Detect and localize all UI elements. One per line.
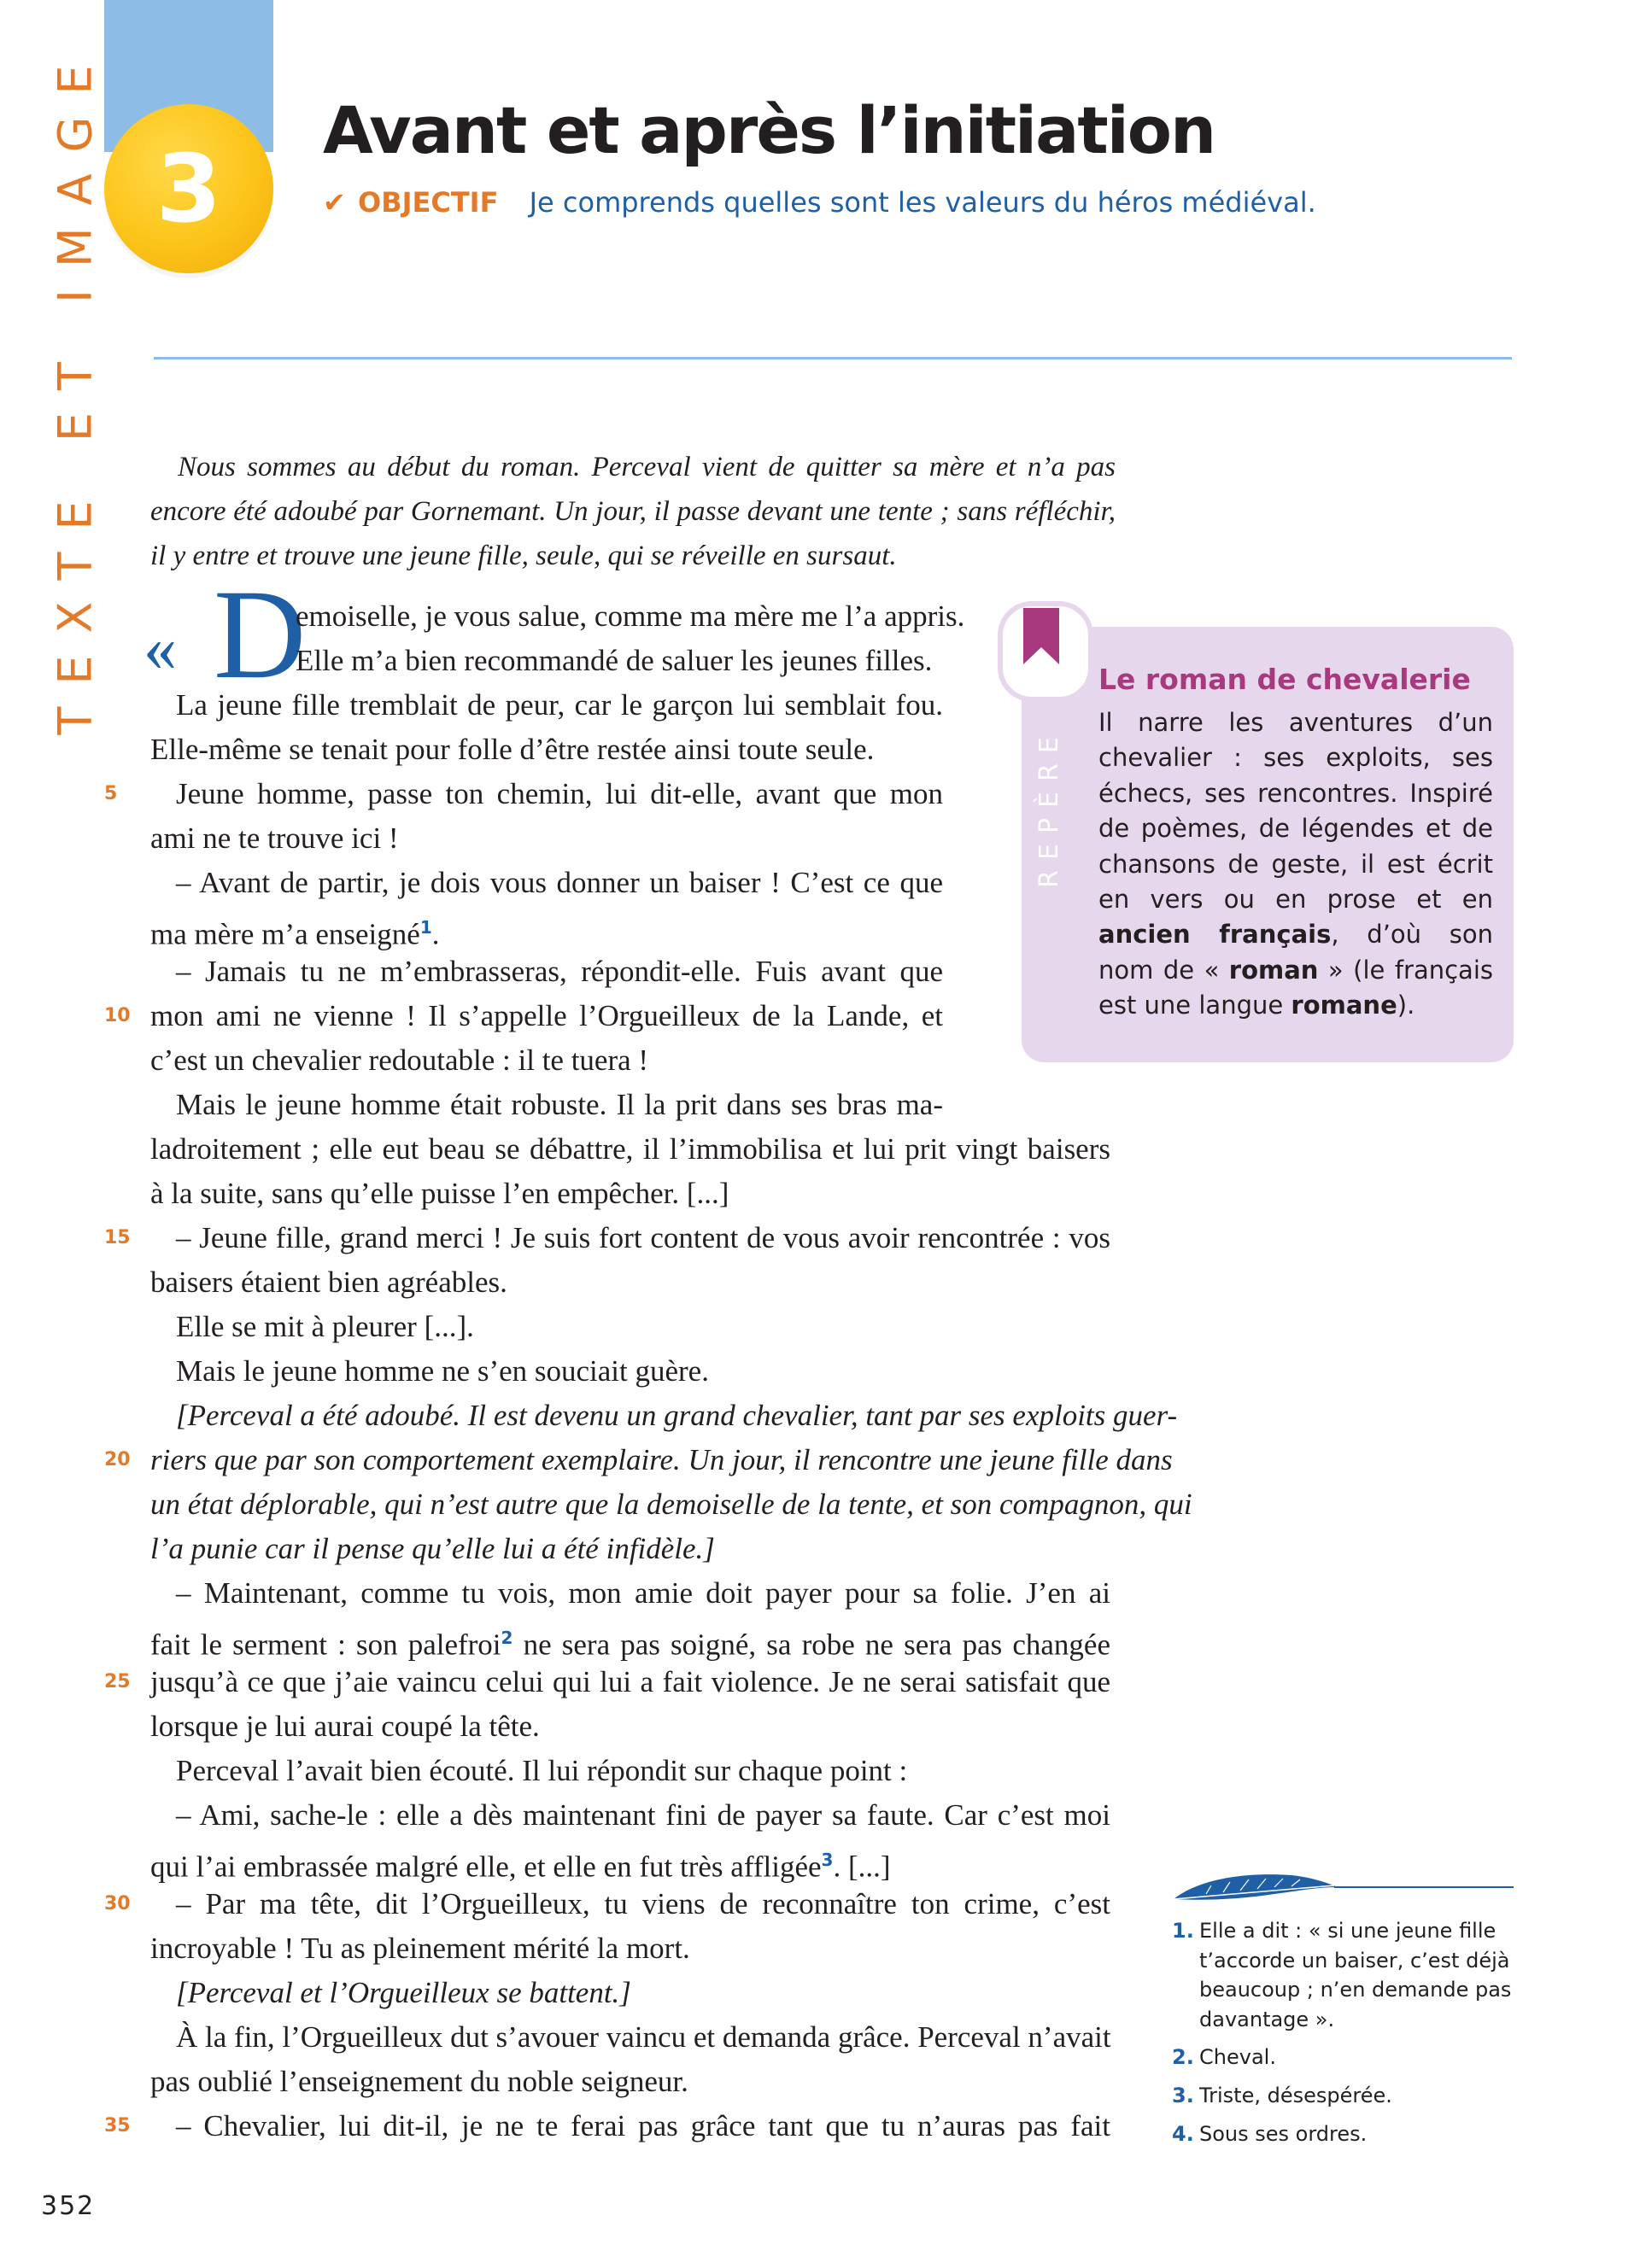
- text-line-29: [150, 1838, 1110, 1882]
- line-number-20: 20: [104, 1449, 131, 1470]
- intro-paragraph: Nous sommes au début du roman. Perceval vient de quitter sa mère et n’a pas encore été adoubé par Gornemant. Un jour, il passe devant une tente ; sans réfléchir, il y entre et trouve une jeune fille, seule, qui se réveille en sursaut.: [150, 452, 1116, 571]
- text-line-10: mon ami ne vienne ! Il s’appelle l’Orgueilleux de la Lande, et: [150, 999, 943, 1032]
- footnote-number: 2.: [1172, 2045, 1194, 2070]
- text-line-31: incroyable ! Tu as pleinement mérité la mort.: [150, 1932, 690, 1965]
- text-line-12: Mais le jeune homme était robuste. Il la prit dans ses bras ma-: [176, 1088, 943, 1121]
- text-line-24-b: ne sera pas soigné, sa robe ne sera pas changée: [512, 1628, 1110, 1662]
- section-label: [41, 42, 109, 735]
- footnote-text: Triste, désespérée.: [1199, 2083, 1392, 2107]
- repere-text-1: Il narre les aventures d’un chevalier : ses exploits, ses échecs, ses rencontres. Inspiré de poèmes, de légendes et de chansons de geste, il est écrit en vers ou en prose et en: [1098, 708, 1493, 915]
- text-line-28: – Ami, sache-le : elle a dès maintenant fini de payer sa faute. Car c’est moi: [176, 1798, 1110, 1832]
- text-line-24-a: fait le serment : son palefroi: [150, 1628, 501, 1662]
- footnote-4: [1172, 2119, 1514, 2149]
- repere-text: [1098, 705, 1493, 1024]
- text-line-24: [150, 1616, 1110, 1660]
- drop-cap: D: [214, 564, 307, 705]
- text-line-3: La jeune fille tremblait de peur, car le garçon lui semblait fou.: [176, 688, 943, 722]
- text-line-2: Elle m’a bien recommandé de saluer les jeunes filles.: [296, 644, 933, 677]
- text-line-19: [Perceval a été adoubé. Il est devenu un grand chevalier, tant par ses exploits guer-: [176, 1399, 1178, 1432]
- line-number-25: 25: [104, 1671, 131, 1692]
- text-line-30: – Par ma tête, dit l’Orgueilleux, tu viens de reconnaître ton crime, c’est: [176, 1887, 1110, 1920]
- objective-text: Je comprends quelles sont les valeurs du héros médiéval.: [529, 186, 1316, 219]
- text-line-22: l’a punie car il pense qu’elle lui a été infidèle.]: [150, 1532, 715, 1565]
- text-line-34: pas oublié l’enseignement du noble seigneur.: [150, 2065, 688, 2098]
- text-line-33: À la fin, l’Orgueilleux dut s’avouer vaincu et demanda grâce. Perceval n’avait: [176, 2020, 1111, 2054]
- text-line-7: – Avant de partir, je dois vous donner un baiser ! C’est ce que: [176, 866, 943, 899]
- footnote-1: [1172, 1916, 1514, 2034]
- footnote-number: 4.: [1172, 2121, 1194, 2146]
- text-line-9: – Jamais tu ne m’embrasseras, répondit-elle. Fuis avant que: [176, 955, 943, 988]
- repere-bold-2: roman: [1228, 955, 1319, 985]
- repere-title: Le roman de chevalerie: [1098, 663, 1471, 696]
- text-line-4: Elle-même se tenait pour folle d’être restée ainsi toute seule.: [150, 733, 875, 766]
- text-line-17: Elle se mit à pleurer [...].: [176, 1310, 474, 1343]
- repere-text-3: » (le français est une langue: [1098, 955, 1493, 1020]
- text-line-5: Jeune homme, passe ton chemin, lui dit-elle, avant que mon: [176, 777, 943, 810]
- line-number-30: 30: [104, 1893, 131, 1914]
- text-line-25: jusqu’à ce que j’aie vaincu celui qui lui a fait violence. Je ne serai satisfait que: [150, 1665, 1110, 1698]
- footnote-text: Cheval.: [1199, 2045, 1276, 2070]
- text-line-1: emoiselle, je vous salue, comme ma mère me l’a appris.: [296, 599, 965, 633]
- header-divider: [154, 357, 1512, 359]
- footnote-ref-1: 1: [419, 917, 432, 938]
- objective: [323, 186, 1316, 219]
- lesson-number: 3: [155, 134, 222, 243]
- footnote-number: 1.: [1172, 1919, 1194, 1943]
- text-line-8-a: ma mère m’a enseigné: [150, 917, 420, 951]
- check-icon: ✔: [323, 186, 346, 219]
- footnotes: [1172, 1916, 1514, 2157]
- text-line-6: ami ne te trouve ici !: [150, 821, 399, 855]
- text-line-29-a: qui l’ai embrassée malgré elle, et elle en fut très affligée: [150, 1850, 822, 1884]
- text-line-8-b: .: [431, 917, 440, 951]
- text-line-35: – Chevalier, lui dit-il, je ne te ferai pas grâce tant que tu n’auras pas fait: [176, 2109, 1110, 2142]
- footnote-text: Sous ses ordres.: [1199, 2121, 1368, 2146]
- text-line-11: c’est un chevalier redoutable : il te tuera !: [150, 1043, 649, 1077]
- footnote-ref-2: 2: [501, 1628, 513, 1648]
- objective-label: OBJECTIF: [357, 186, 499, 219]
- footnote-ref-3: 3: [821, 1850, 834, 1870]
- text-line-18: Mais le jeune homme ne s’en souciait guère.: [176, 1354, 709, 1388]
- page-number: 352: [41, 2191, 96, 2221]
- repere-text-2: , d’où son nom de «: [1098, 920, 1493, 985]
- text-line-27: Perceval l’avait bien écouté. Il lui répondit sur chaque point :: [176, 1754, 908, 1787]
- text-line-15: – Jeune fille, grand merci ! Je suis fort content de vous avoir rencontrée : vos: [176, 1221, 1110, 1254]
- lesson-number-badge: [104, 104, 273, 273]
- footnote-text: Elle a dit : « si une jeune fille t’accorde un baiser, c’est déjà beaucoup ; n’en demande pas davantage ».: [1199, 1919, 1512, 2031]
- text-line-21: un état déplorable, qui n’est autre que la demoiselle de la tente, et son compagnon, qui: [150, 1488, 1192, 1521]
- footnote-2: [1172, 2043, 1514, 2072]
- text-line-32: [Perceval et l’Orgueilleux se battent.]: [176, 1976, 631, 2009]
- line-number-15: 15: [104, 1227, 131, 1248]
- text-line-8: [150, 905, 943, 950]
- quill-pen-icon: [1172, 1868, 1339, 1903]
- repere-tag: [1023, 709, 1075, 905]
- footnotes-divider: [1334, 1886, 1514, 1888]
- footnote-3: [1172, 2081, 1514, 2111]
- repere-text-4: ).: [1397, 991, 1415, 1020]
- repere-bold-1: ancien français: [1098, 920, 1332, 950]
- text-line-14: à la suite, sans qu’elle puisse l’en empêcher. [...]: [150, 1177, 729, 1210]
- text-line-16: baisers étaient bien agréables.: [150, 1266, 507, 1299]
- footnote-number: 3.: [1172, 2083, 1194, 2107]
- text-line-13: ladroitement ; elle eut beau se débattre, il l’immobilisa et lui prit vingt baisers: [150, 1132, 1110, 1166]
- text-line-23: – Maintenant, comme tu vois, mon amie doit payer pour sa folie. J’en ai: [176, 1576, 1110, 1610]
- page-title: Avant et après l’initiation: [323, 92, 1215, 168]
- repere-tag-text: REPÈRE: [1034, 726, 1064, 888]
- section-label-text: TEXTE ET IMAGE: [48, 42, 102, 735]
- text-line-26: lorsque je lui aurai coupé la tête.: [150, 1710, 540, 1743]
- text-line-29-b: . [...]: [833, 1850, 891, 1884]
- text-line-20: riers que par son comportement exemplaire. Un jour, il rencontre une jeune fille dans: [150, 1443, 1173, 1476]
- line-number-35: 35: [104, 2115, 131, 2136]
- opening-quote: «: [144, 611, 177, 685]
- line-number-10: 10: [104, 1005, 131, 1026]
- line-number-5: 5: [104, 783, 118, 804]
- repere-bold-3: romane: [1291, 991, 1397, 1020]
- bookmark-ribbon-icon: [1023, 608, 1059, 664]
